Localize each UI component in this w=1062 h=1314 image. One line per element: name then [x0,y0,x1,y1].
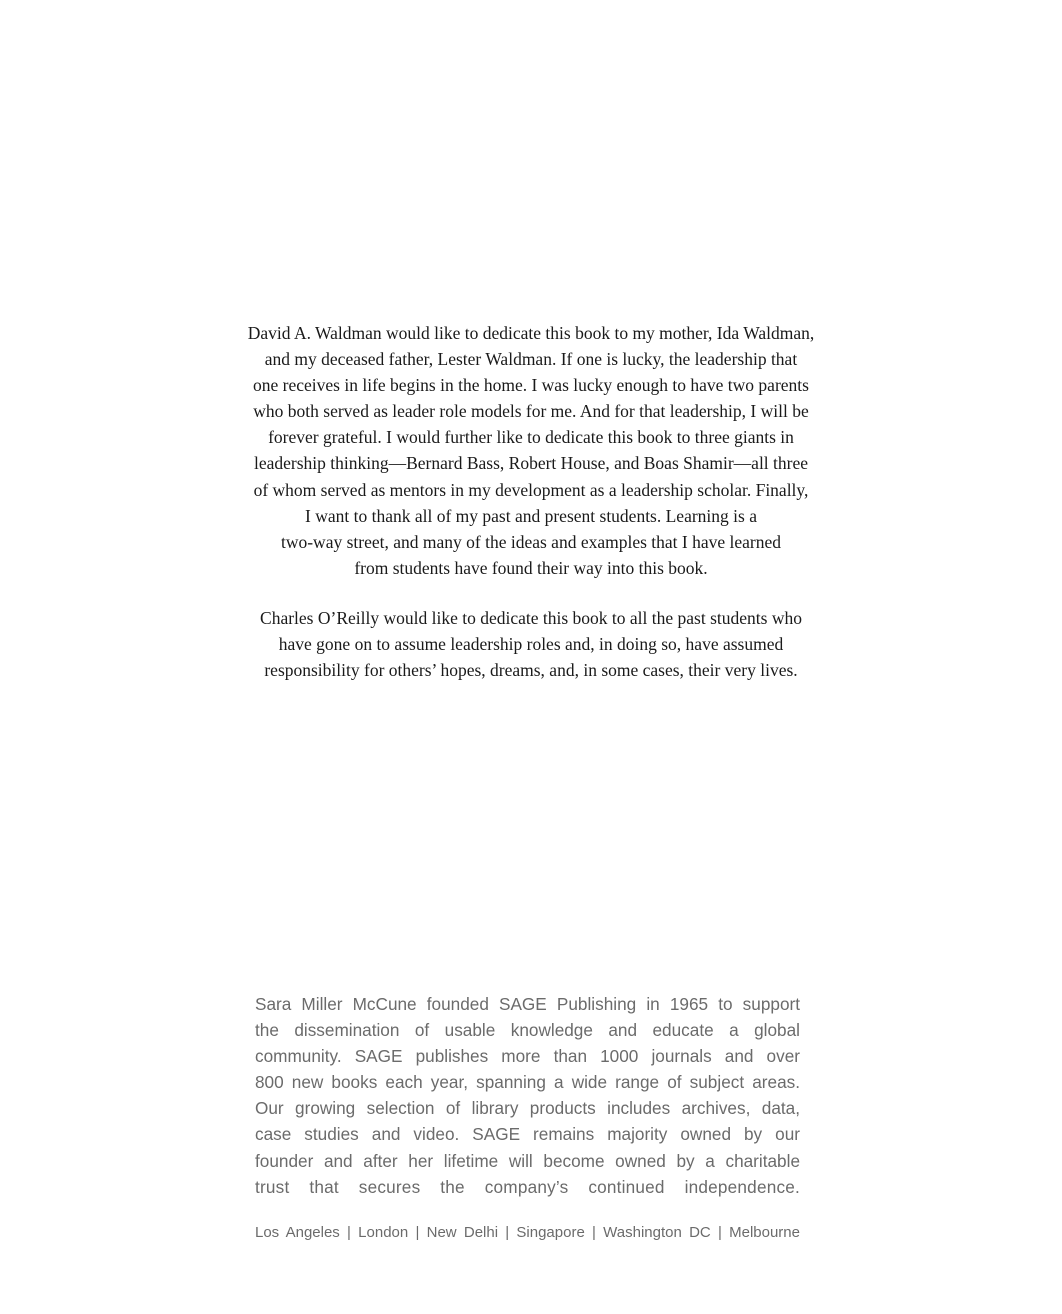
sage-blurb-line: trust that secures the company’s continued independence. [255,1176,800,1197]
sage-blurb-line: Sara Miller McCune founded SAGE Publishing in 1965 to support [255,994,800,1014]
dedication-line: forever grateful. I would further like to dedicate this book to three giants in [268,427,794,448]
dedication-line: have gone on to assume leadership roles and, in doing so, have assumed [278,634,784,655]
sage-blurb [255,991,800,1200]
sage-blurb-line: community. SAGE publishes more than 1000 journals and over [255,1046,800,1067]
sage-blurb-line: case studies and video. SAGE remains majority owned by our [255,1124,800,1145]
dedication-line: Charles O’Reilly would like to dedicate this book to all the past students who [260,607,802,628]
dedication-line: who both served as leader role models for me. And for that leadership, I will be [253,401,809,422]
sage-blurb-line: founder and after her lifetime will become owned by a charitable [255,1150,800,1171]
sage-blurb-line: the dissemination of usable knowledge and educate a global [255,1020,800,1041]
dedication-waldman [200,320,862,581]
dedication-line: two-way street, and many of the ideas and examples that I have learned [280,531,781,552]
dedication-section [200,320,862,683]
office-locations: Los Angeles | London | New Delhi | Singapore | Washington DC | Melbourne [255,1224,800,1241]
dedication-line: and my deceased father, Lester Waldman. If one is lucky, the leadership that [264,349,798,370]
dedication-line: responsibility for others’ hopes, dreams, and, in some cases, their very lives. [264,660,798,681]
sage-blurb-line: 800 new books each year, spanning a wide range of subject areas. [255,1072,800,1093]
dedication-line: David A. Waldman would like to dedicate this book to my mother, Ida Waldman, [247,323,815,343]
dedication-line: from students have found their way into this book. [354,557,708,578]
sage-blurb-line: Our growing selection of library products includes archives, data, [255,1098,800,1119]
dedication-line: I want to thank all of my past and present students. Learning is a [305,505,757,526]
dedication-line: of whom served as mentors in my development as a leadership scholar. Finally, [253,479,809,500]
dedication-line: leadership thinking—Bernard Bass, Robert House, and Boas Shamir—all three [253,453,809,474]
dedication-oreilly [200,605,862,683]
dedication-line: one receives in life begins in the home. I was lucky enough to have two parents [253,375,809,396]
